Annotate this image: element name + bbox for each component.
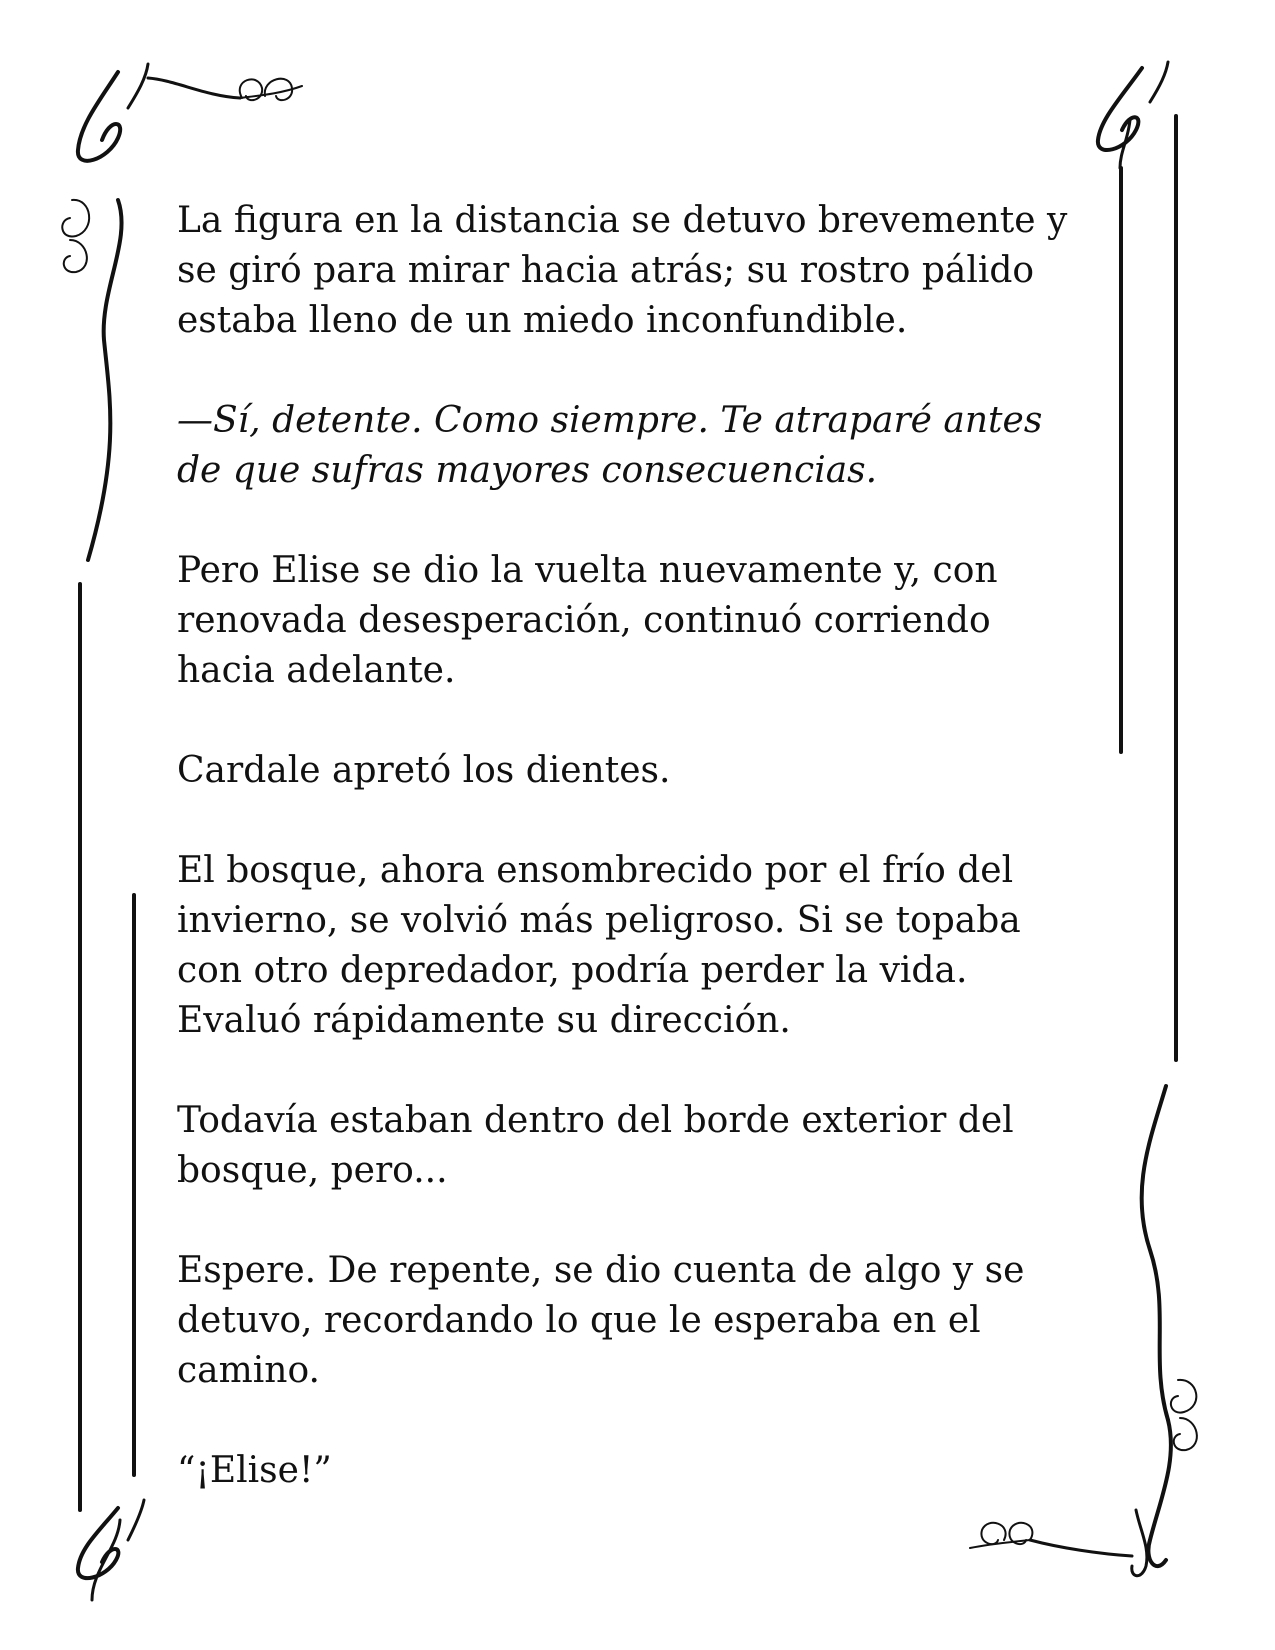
paragraph-1: La figura en la distancia se detuvo brevemente y se giró para mirar hacia atrás; su rostro pálido estaba lleno de un miedo inconfundible. <box>177 200 1068 341</box>
paragraph-3: Pero Elise se dio la vuelta nuevamente y, con renovada desesperación, continuó corriendo hacia adelante. <box>177 550 998 691</box>
flourish-bottom-left <box>78 1500 144 1600</box>
paragraph-4: Cardale apretó los dientes. <box>177 750 671 791</box>
paragraph-7: Espere. De repente, se dio cuenta de algo y se detuvo, recordando lo que le esperaba en el camino. <box>177 1250 1025 1391</box>
flourish-top-right <box>1098 62 1168 168</box>
paragraph-8: “¡Elise!” <box>177 1450 332 1491</box>
paragraph-2-dialogue: —Sí, detente. Como siempre. Te atraparé antes de que sufras mayores consecuencias. <box>177 400 1043 491</box>
story-text <box>177 196 1097 1496</box>
paragraph-6: Todavía estaban dentro del borde exterior del bosque, pero... <box>177 1100 1014 1191</box>
paragraph-5: El bosque, ahora ensombrecido por el frío del invierno, se volvió más peligroso. Si se topaba con otro depredador, podría perder la vida. Evaluó rápidamente su dirección. <box>177 850 1021 1041</box>
